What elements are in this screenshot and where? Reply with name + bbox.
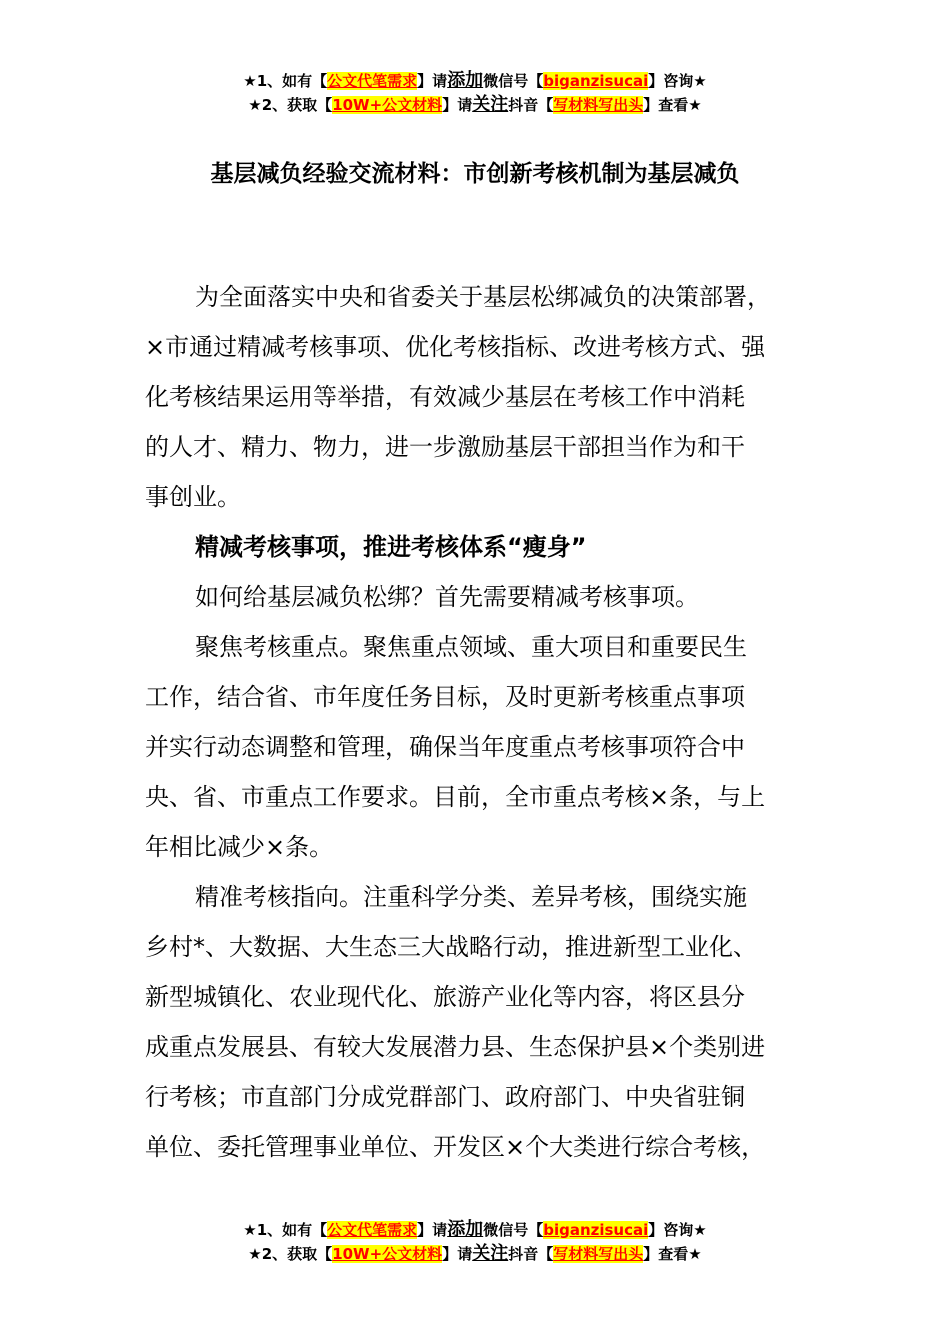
- ad-highlight: biganzisucai: [543, 1221, 649, 1239]
- document-body: [145, 272, 845, 1172]
- ad-emphasis: 关注: [472, 1243, 509, 1264]
- text-line: 成重点发展县、有较大发展潜力县、生态保护县×个类别进: [145, 1033, 766, 1061]
- ad-highlight: 公文代笔需求: [327, 1221, 418, 1239]
- text-line: 乡村*、大数据、大生态三大战略行动，推进新型工业化、: [145, 933, 757, 961]
- text-line: 聚焦考核重点。聚焦重点领域、重大项目和重要民生: [195, 633, 747, 661]
- text-line: 工作，结合省、市年度任务目标，及时更新考核重点事项: [145, 683, 745, 711]
- section-heading: 精减考核事项，推进考核体系“瘦身”: [195, 533, 587, 561]
- ad-highlight: biganzisucai: [543, 72, 649, 90]
- ad-text: 抖音【: [508, 1245, 554, 1263]
- ad-text: ★2、获取【: [248, 1245, 333, 1263]
- ad-text: 微信号【: [483, 72, 544, 90]
- ad-text: 】请: [417, 72, 448, 90]
- document-title: 基层减负经验交流材料：市创新考核机制为基层减负: [210, 161, 740, 187]
- ad-text: 】咨询★: [648, 1221, 707, 1239]
- ad-line-2: [0, 1242, 950, 1266]
- ad-text: 微信号【: [483, 1221, 544, 1239]
- footer-ad: [0, 1218, 950, 1266]
- text-line: 事创业。: [145, 483, 241, 511]
- ad-text: 】查看★: [643, 1245, 702, 1263]
- header-ad: [0, 69, 950, 117]
- ad-text: 抖音【: [508, 96, 554, 114]
- text-line: 央、省、市重点工作要求。目前，全市重点考核×条，与上: [145, 783, 766, 811]
- text-line: 的人才、精力、物力，进一步激励基层干部担当作为和干: [145, 433, 745, 461]
- ad-line-1: [0, 1218, 950, 1242]
- ad-line-1: [0, 69, 950, 93]
- ad-line-2: [0, 93, 950, 117]
- ad-emphasis: 添加: [447, 1219, 484, 1240]
- ad-highlight: 写材料写出头: [553, 1245, 644, 1263]
- ad-highlight: 10W+公文材料: [332, 96, 443, 114]
- ad-text: ★1、如有【: [243, 1221, 328, 1239]
- text-line: 为全面落实中央和省委关于基层松绑减负的决策部署，: [195, 283, 771, 311]
- ad-text: 】请: [442, 96, 473, 114]
- text-line: 单位、委托管理事业单位、开发区×个大类进行综合考核，: [145, 1133, 766, 1161]
- ad-text: 】请: [442, 1245, 473, 1263]
- ad-text: ★2、获取【: [248, 96, 333, 114]
- ad-emphasis: 关注: [472, 94, 509, 115]
- ad-text: 】查看★: [643, 96, 702, 114]
- ad-text: 】请: [417, 1221, 448, 1239]
- text-line: 新型城镇化、农业现代化、旅游产业化等内容，将区县分: [145, 983, 745, 1011]
- text-line: 年相比减少×条。: [145, 833, 334, 861]
- text-line: 并实行动态调整和管理，确保当年度重点考核事项符合中: [145, 733, 745, 761]
- text-line: ×市通过精减考核事项、优化考核指标、改进考核方式、强: [145, 333, 766, 361]
- text-line: 化考核结果运用等举措，有效减少基层在考核工作中消耗: [145, 383, 745, 411]
- ad-highlight: 写材料写出头: [553, 96, 644, 114]
- ad-highlight: 公文代笔需求: [327, 72, 418, 90]
- ad-text: ★1、如有【: [243, 72, 328, 90]
- text-line: 精准考核指向。注重科学分类、差异考核，围绕实施: [195, 883, 747, 911]
- text-line: 如何给基层减负松绑？首先需要精减考核事项。: [195, 583, 699, 611]
- ad-text: 】咨询★: [648, 72, 707, 90]
- ad-emphasis: 添加: [447, 70, 484, 91]
- text-line: 行考核；市直部门分成党群部门、政府部门、中央省驻铜: [145, 1083, 745, 1111]
- ad-highlight: 10W+公文材料: [332, 1245, 443, 1263]
